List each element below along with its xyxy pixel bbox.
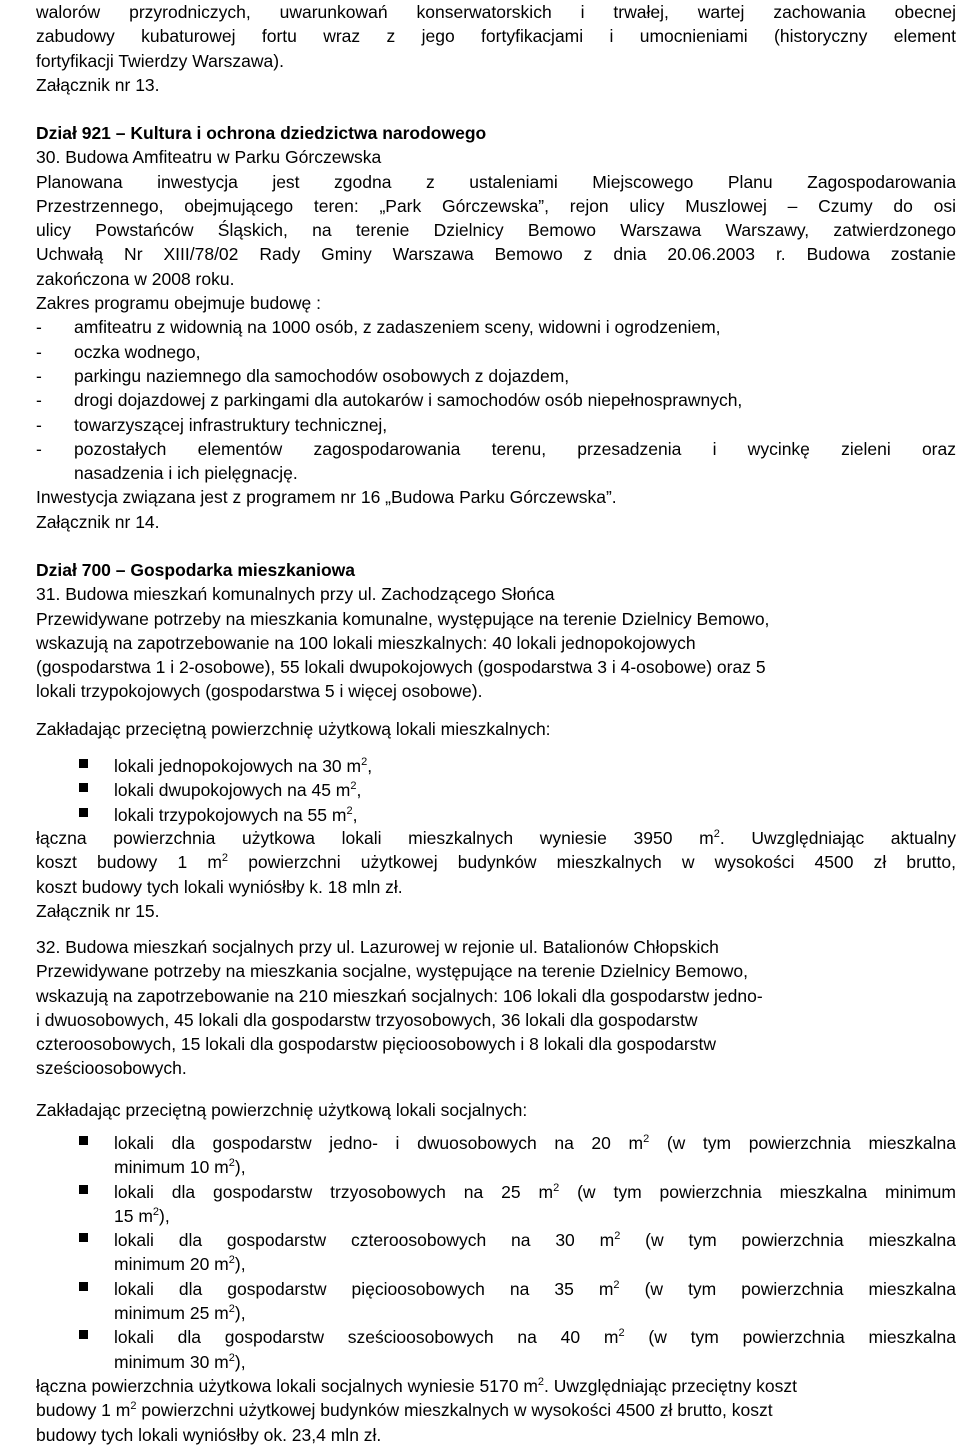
list-item-text-cont: (w tym powierzchnia mieszkalna minimum [559,1181,956,1202]
list-item-text: lokali dla gospodarstw sześcioosobowych na 40 m [114,1327,619,1348]
scope-intro: Zakres programu obejmuje budowę : [36,293,322,314]
list-item-text: pozostałych elementów zagospodarowania terenu, przesadzenia i wycinkę zieleni oraz [74,438,956,459]
list-item-suffix: ), [234,1303,246,1324]
text-line: sześcioosobowych. [36,1058,187,1079]
item32-assumptions [36,1098,956,1122]
list-item [36,1180,956,1229]
list-item-suffix: , [367,756,373,776]
list-item [36,1131,956,1180]
superscript: 2 [614,1230,621,1243]
superscript: 2 [346,804,353,817]
list-item-line [114,1301,956,1325]
list-item-text: towarzyszącej infrastruktury technicznej, [74,414,388,435]
scope-list [36,315,956,485]
item31-bullet-list [36,754,956,827]
section-heading: Dział 921 – Kultura i ochrona dziedzictwa narodowego [36,123,487,143]
item32-summary [36,1374,956,1446]
superscript: 2 [350,780,357,793]
attachment-ref: Załącznik nr 15. [36,900,160,921]
total-text-cont: . Uwzględniając aktualny [719,828,956,848]
list-item-suffix: ), [159,1205,170,1226]
square-bullet-icon [79,1282,88,1291]
superscript: 2 [228,1351,235,1364]
list-item-line [114,1228,956,1252]
text-line: koszt budowy tych lokali wyniósłby k. 18 mln zł. [36,876,403,897]
text-line: i dwuosobowych, 45 lokali dla gospodarstw trzyosobowych, 36 lokali dla gospodarstw [36,1009,698,1030]
attachment-ref: Załącznik nr 13. [36,74,160,95]
superscript: 2 [228,1254,235,1267]
list-item-text: minimum 25 m [114,1303,229,1324]
list-item-text: lokali dla gospodarstw pięcioosobowych na 35 m [114,1278,614,1299]
text-line: lokali trzypokojowych (gospodarstwa 5 i więcej osobowe). [36,681,483,702]
list-item-text: lokali dla gospodarstw czteroosobowych na 30 m [114,1230,615,1251]
text-line: zakończona w 2008 roku. [36,268,235,289]
list-item-text: lokali jednopokojowych na 30 m [114,756,362,776]
assumption-intro: Zakładając przeciętną powierzchnię użytkową lokali socjalnych: [36,1100,528,1120]
list-item-line [114,1131,956,1155]
item-title: 30. Budowa Amfiteatru w Parku Górczewska [36,147,382,168]
list-item-text: lokali dla gospodarstw trzyosobowych na 25 m [114,1181,554,1202]
list-item [36,340,956,364]
list-item-suffix: , [356,780,362,801]
text-line: walorów przyrodniczych, uwarunkowań konserwatorskich i trwałej, wartej zachowania obecnej [36,2,956,22]
list-item [36,364,956,388]
list-item-text: minimum 30 m [114,1351,229,1372]
list-item-line [114,1204,956,1228]
list-item-suffix: ), [234,1351,246,1372]
list-item-text: parkingu naziemnego dla samochodów osobowych z dojazdem, [74,365,570,386]
cost-text-cont: powierzchni użytkowej budynków mieszkalnych w wysokości 4500 zł brutto, koszt [136,1400,773,1421]
section-heading: Dział 700 – Gospodarka mieszkaniowa [36,560,356,580]
text-line: (gospodarstwa 1 i 2-osobowe), 55 lokali dwupokojowych (gospodarstwa 3 i 4-osobowe) oraz 5 [36,657,766,678]
list-item [36,437,956,486]
item-title: 31. Budowa mieszkań komunalnych przy ul. Zachodzącego Słońca [36,584,555,605]
superscript: 2 [152,1206,160,1219]
related-program: Inwestycja związana jest z programem nr 16 „Budowa Parku Górczewska”. [36,487,617,508]
list-item-text: lokali dwupokojowych na 45 m [114,780,351,801]
list-item-line [114,1155,956,1179]
list-item-suffix: , [352,804,358,825]
section-700 [36,558,956,704]
item32-bullet-list [36,1131,956,1374]
item-title: 32. Budowa mieszkań socjalnych przy ul. Lazurowej w rejonie ul. Batalionów Chłopskich [36,937,719,957]
text-line: budowy tych lokali wyniósłby ok. 23,4 mln zł. [36,1424,382,1445]
list-item-suffix: ), [234,1254,246,1275]
square-bullet-icon [79,1185,88,1194]
list-item-text-cont: (w tym powierzchnia mieszkalna [624,1327,957,1348]
dash-bullet: - [36,365,42,386]
superscript: 2 [613,1278,620,1291]
text-line: fortyfikacji Twierdzy Warszawa). [36,50,284,71]
list-item-text-cont: (w tym powierzchnia mieszkalna [649,1133,956,1153]
list-item [36,778,956,802]
list-item-suffix: ), [234,1157,246,1178]
dash-bullet: - [36,317,42,338]
text-line: wskazują na zapotrzebowanie na 210 mieszkań socjalnych: 106 lokali dla gospodarstw jedno- [36,985,763,1006]
square-bullet-icon [79,759,88,768]
list-item [36,413,956,437]
list-item [36,803,956,827]
text-line: Planowana inwestycja jest zgodna z ustaleniami Miejscowego Planu Zagospodarowania [36,171,956,192]
list-item-text: minimum 20 m [114,1254,229,1275]
square-bullet-icon [79,1233,88,1242]
square-bullet-icon [79,783,88,792]
square-bullet-icon [79,1136,88,1145]
superscript: 2 [537,1376,545,1389]
superscript: 2 [643,1133,650,1146]
text-line: Przestrzennego, obejmującego teren: „Park Górczewska”, rejon ulicy Muszlowej – Czumy do osi [36,195,956,216]
list-item-line [114,1350,956,1374]
text-line: czteroosobowych, 15 lokali dla gospodarstw pięcioosobowych i 8 lokali dla gospodarstw [36,1034,716,1055]
item31-assumptions [36,717,956,741]
list-item-text: minimum 10 m [114,1157,229,1178]
total-text: łączna powierzchnia użytkowa lokali socjalnych wyniesie 5170 m [36,1376,538,1396]
list-item-text: amfiteatru z widownią na 1000 osób, z zadaszeniem sceny, widowni i ogrodzeniem, [74,317,721,338]
text-line: Uchwałą Nr XIII/78/02 Rady Gminy Warszawa Bemowo z dnia 20.06.2003 r. Budowa zostanie [36,244,956,265]
list-item-text-cont: (w tym powierzchnia mieszkalna [620,1230,957,1251]
text-line: Przewidywane potrzeby na mieszkania socjalne, występujące na terenie Dzielnicy Bemowo, [36,961,749,982]
text-line: zabudowy kubaturowej fortu wraz z jego fortyfikacjami i umocnieniami (historyczny element [36,26,956,47]
section-921 [36,121,956,534]
superscript: 2 [361,756,368,769]
superscript: 2 [713,828,720,841]
list-item-text: lokali dla gospodarstw jedno- i dwuosobowych na 20 m [114,1133,644,1153]
list-item [36,1325,956,1374]
cost-text: koszt budowy 1 m [36,852,222,873]
list-item-text-cont: nasadzenia i ich pielęgnację. [74,463,298,484]
superscript: 2 [228,1157,235,1170]
dash-bullet: - [36,390,42,411]
total-text: łączna powierzchnia użytkowa lokali mieszkalnych wyniesie 3950 m [36,828,714,848]
superscript: 2 [130,1400,137,1413]
text-line [36,850,956,874]
text-line: wskazują na zapotrzebowanie na 100 lokali mieszkalnych: 40 lokali jednopokojowych [36,632,696,653]
intro-paragraph [36,0,956,97]
dash-bullet: - [36,341,42,362]
cost-text-cont: powierzchni użytkowej budynków mieszkalnych w wysokości 4500 zł brutto, [228,852,956,873]
list-item-text: oczka wodnego, [74,341,201,362]
list-item [36,754,956,778]
list-item-line [114,1277,956,1301]
superscript: 2 [553,1181,560,1194]
assumption-intro: Zakładając przeciętną powierzchnię użytkową lokali mieszkalnych: [36,719,551,739]
list-item-text-cont: (w tym powierzchnia mieszkalna [619,1278,956,1299]
text-line [36,1398,956,1422]
list-item-text: drogi dojazdowej z parkingami dla autokarów i samochodów osób niepełnosprawnych, [74,390,743,411]
total-text-cont: . Uwzględniając przeciętny koszt [544,1376,797,1396]
list-item-text: lokali trzypokojowych na 55 m [114,804,347,825]
square-bullet-icon [79,808,88,817]
list-item-line [114,1180,956,1204]
list-item-line [114,1252,956,1276]
cost-text: budowy 1 m [36,1400,131,1421]
list-item-line [114,1325,956,1349]
list-item [36,1277,956,1326]
attachment-ref: Załącznik nr 14. [36,511,160,532]
dash-bullet: - [36,438,42,459]
text-line: ulicy Powstańców Śląskich, na terenie Dzielnicy Bemowo Warszawa Warszawy, zatwierdzonego [36,220,956,241]
list-item [36,388,956,412]
superscript: 2 [221,852,229,865]
dash-bullet: - [36,414,42,435]
list-item [36,315,956,339]
superscript: 2 [618,1327,625,1340]
square-bullet-icon [79,1330,88,1339]
list-item-text: 15 m [114,1205,153,1226]
list-item [36,1228,956,1277]
text-line: Przewidywane potrzeby na mieszkania komunalne, występujące na terenie Dzielnicy Bemowo, [36,608,770,629]
item-32 [36,935,956,1081]
item31-summary [36,826,956,923]
text-line [36,1374,956,1398]
superscript: 2 [228,1303,235,1316]
text-line [36,826,956,850]
